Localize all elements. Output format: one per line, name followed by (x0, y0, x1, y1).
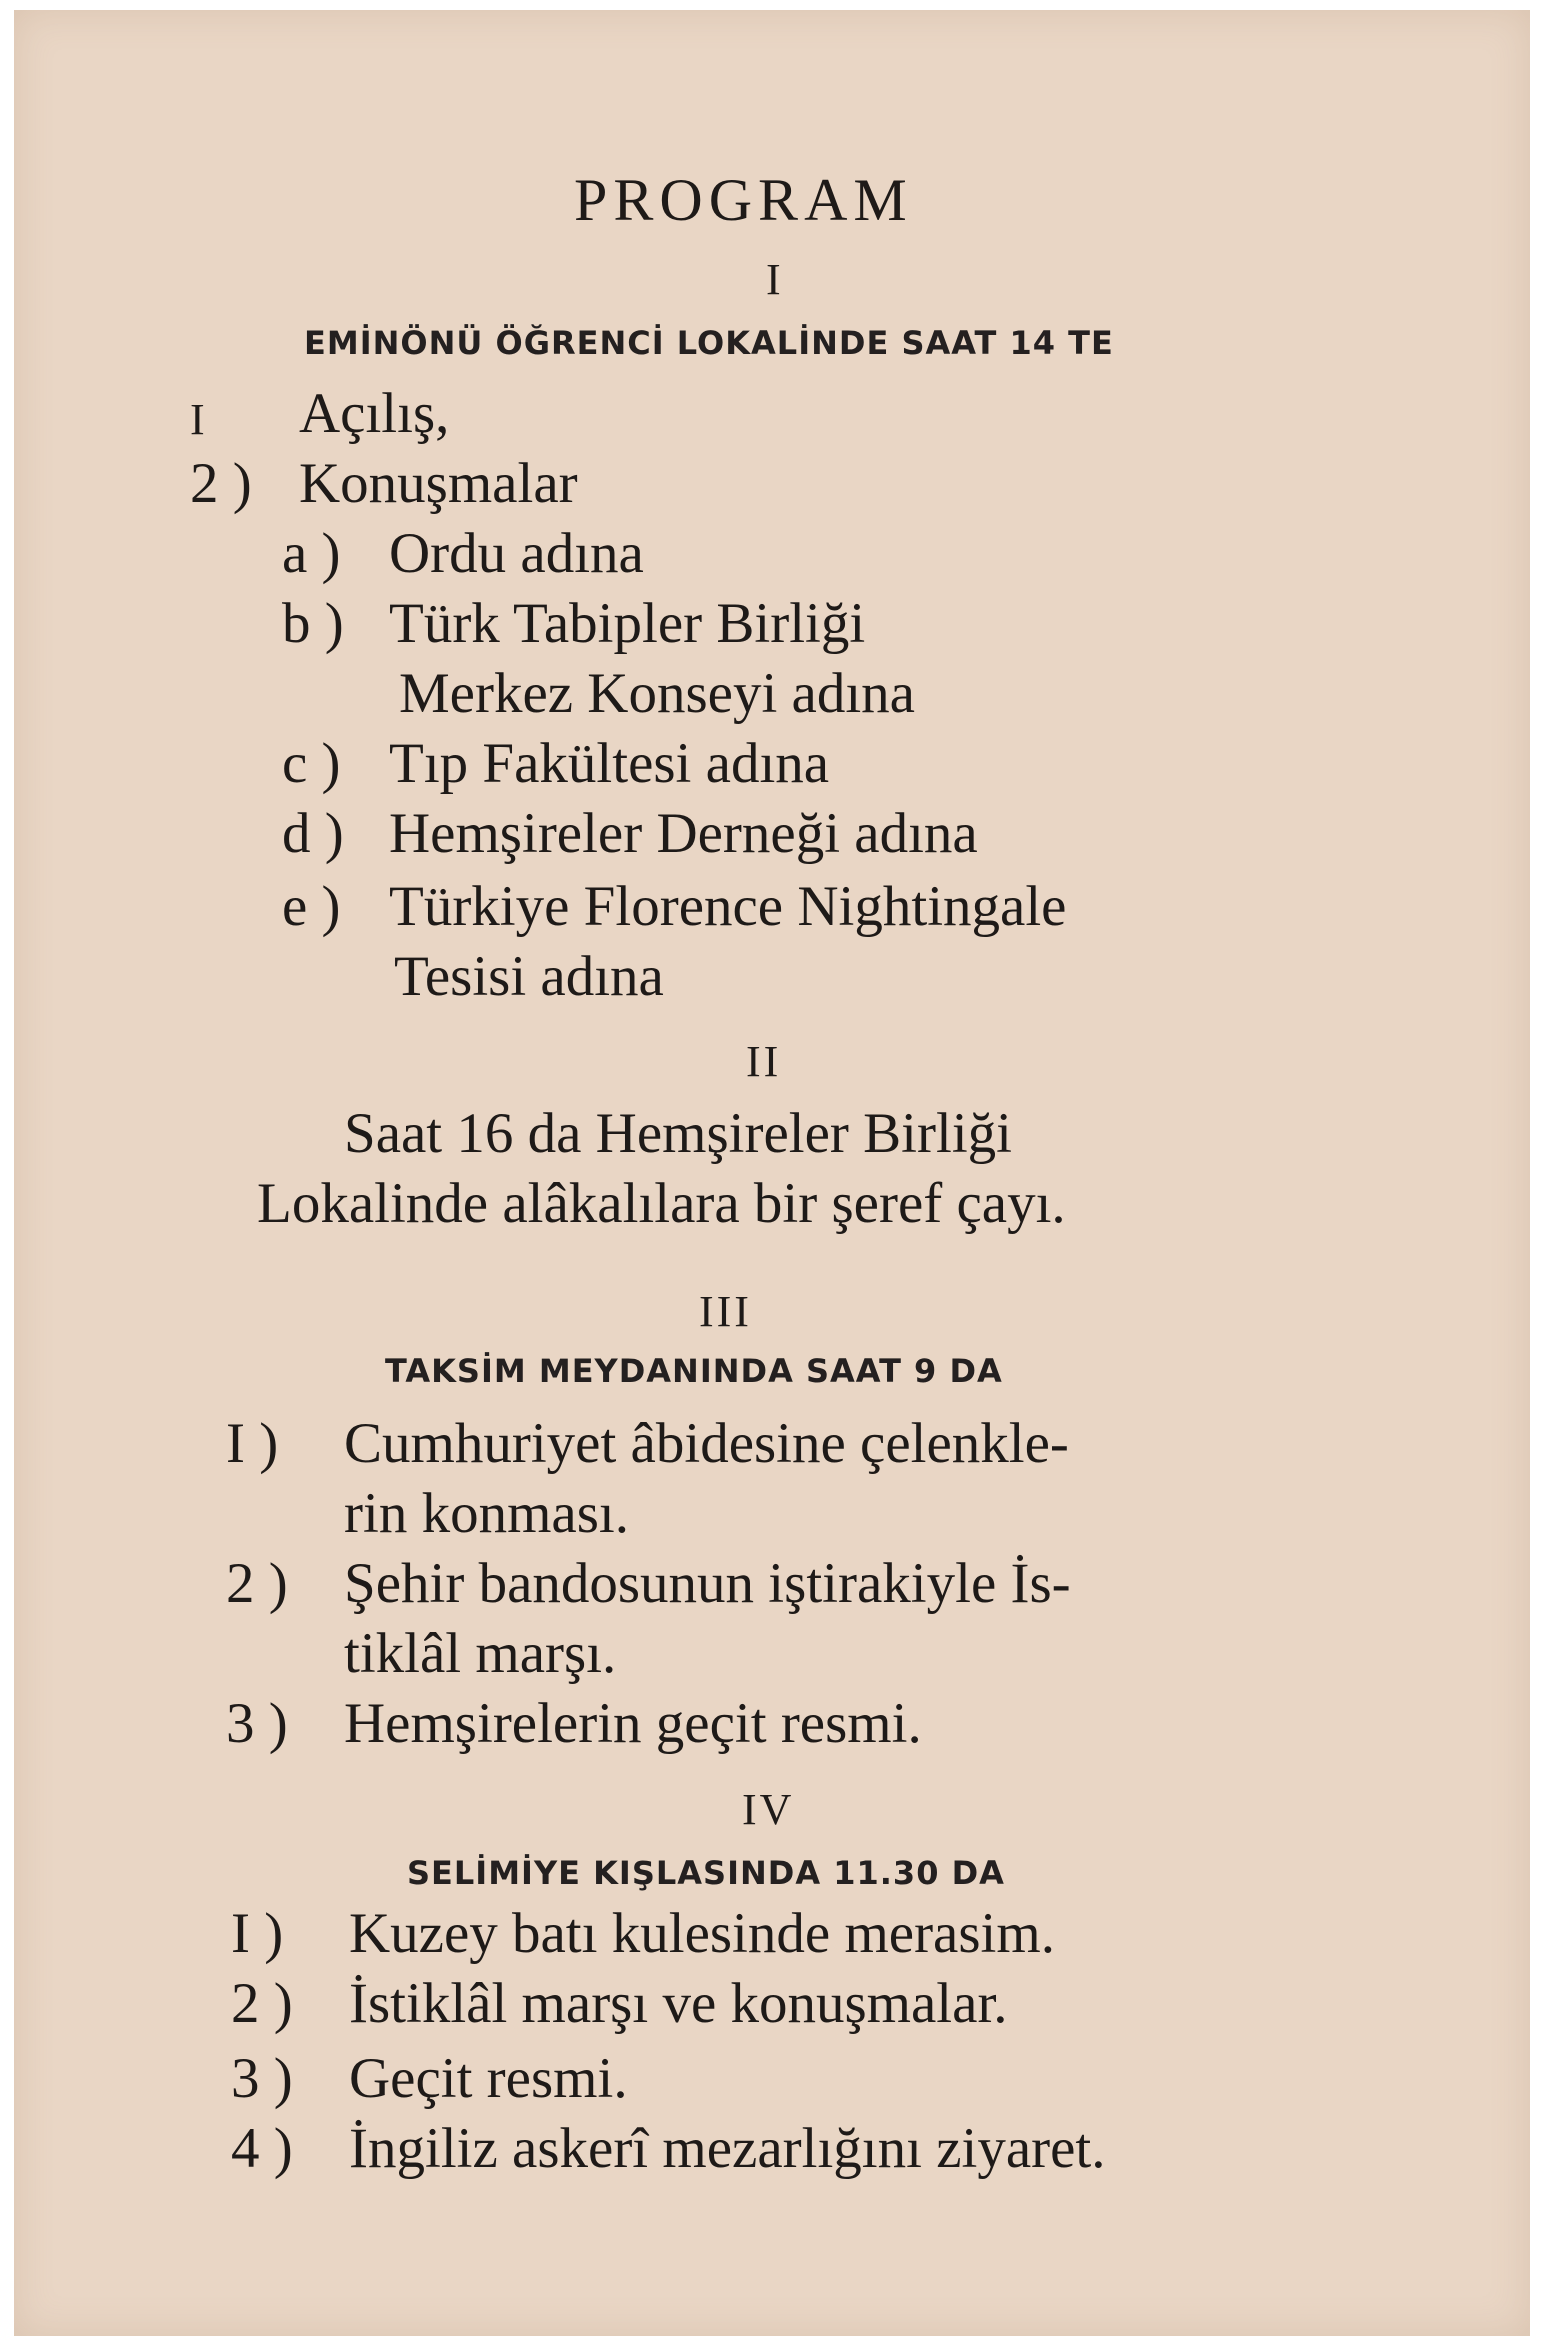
section-3-item-3-text: Hemşirelerin geçit resmi. (344, 1692, 922, 1755)
section-2-line-1: Saat 16 da Hemşireler Birliği (344, 1102, 1012, 1165)
section-1-subitem-e-line-1: Türkiye Florence Nightingale (389, 875, 1067, 938)
program-card (14, 10, 1530, 2336)
section-4-item-1-text: Kuzey batı kulesinde merasim. (349, 1902, 1055, 1965)
section-3-item-2-line-1: Şehir bandosunun iştirakiyle İs- (344, 1552, 1071, 1615)
section-3-item-2-line-2: tiklâl marşı. (344, 1622, 617, 1685)
section-4-heading: SELİMİYE KIŞLASINDA 11.30 DA (407, 1854, 1005, 1892)
section-1-numeral: I (766, 255, 784, 304)
section-4-item-4-marker: 4 ) (231, 2117, 293, 2180)
section-3-numeral: III (699, 1287, 752, 1336)
section-3-item-2-marker: 2 ) (226, 1552, 288, 1615)
section-1-subitem-b-marker: b ) (282, 592, 344, 655)
section-3-item-1-line-1: Cumhuriyet âbidesine çelenkle- (344, 1412, 1069, 1475)
section-1-item-2-marker: 2 ) (190, 452, 252, 515)
section-3-item-1-line-2: rin konması. (344, 1482, 629, 1545)
section-1-subitem-c-text: Tıp Fakültesi adına (389, 732, 830, 795)
section-4-numeral: IV (742, 1785, 795, 1834)
section-1-subitem-b-line-1: Türk Tabipler Birliği (389, 592, 866, 655)
section-1-subitem-a-marker: a ) (282, 522, 341, 585)
section-1-heading: EMİNÖNÜ ÖĞRENCİ LOKALİNDE SAAT 14 TE (304, 324, 1114, 362)
section-1-subitem-a-text: Ordu adına (389, 522, 644, 585)
section-1-subitem-d-text: Hemşireler Derneği adına (389, 802, 978, 865)
section-1-subitem-e-line-2: Tesisi adına (394, 945, 664, 1008)
section-4-item-3-marker: 3 ) (231, 2047, 293, 2110)
section-1-subitem-d-marker: d ) (282, 802, 344, 865)
section-1-subitem-c-marker: c ) (282, 732, 341, 795)
section-2-numeral: II (746, 1037, 782, 1086)
section-1-subitem-b-line-2: Merkez Konseyi adına (399, 662, 915, 725)
section-4-item-2-text: İstiklâl marşı ve konuşmalar. (349, 1972, 1008, 2035)
section-4-item-3-text: Geçit resmi. (349, 2047, 628, 2110)
section-1-subitem-e-marker: e ) (282, 875, 341, 938)
section-4-item-4-text: İngiliz askerî mezarlığını ziyaret. (349, 2117, 1106, 2180)
section-3-heading: TAKSİM MEYDANINDA SAAT 9 DA (385, 1352, 1003, 1390)
section-3-item-1-marker: I ) (226, 1412, 279, 1475)
section-2-line-2: Lokalinde alâkalılara bir şeref çayı. (257, 1172, 1066, 1235)
section-1-item-1-text: Açılış, (299, 382, 450, 445)
section-1-item-1-marker: I (190, 395, 205, 444)
section-3-item-3-marker: 3 ) (226, 1692, 288, 1755)
section-1-item-2-text: Konuşmalar (299, 452, 578, 515)
section-4-item-2-marker: 2 ) (231, 1972, 293, 2035)
section-4-item-1-marker: I ) (231, 1902, 284, 1965)
program-title: PROGRAM (574, 167, 913, 233)
